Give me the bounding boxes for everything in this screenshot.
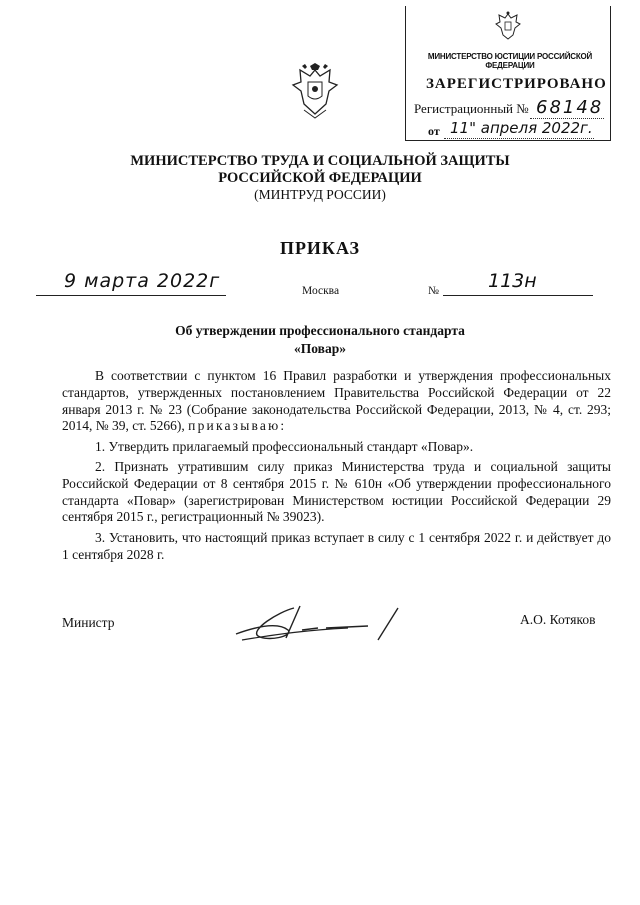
order-word: приказываю: <box>188 418 287 434</box>
signatory-name: А.О. Котяков <box>520 612 596 627</box>
registration-stamp <box>405 6 611 141</box>
handwritten-signature <box>228 600 408 650</box>
stamp-registered: ЗАРЕГИСТРИРОВАНО <box>426 76 607 92</box>
stamp-ministry: МИНИСТЕРСТВО ЮСТИЦИИ РОССИЙСКОЙ ФЕДЕРАЦИИ <box>427 52 593 70</box>
subject-line2: «Повар» <box>294 341 346 356</box>
item-1 <box>62 439 611 456</box>
number-underline <box>443 295 593 296</box>
subject-line1: Об утверждении профессионального стандарта <box>175 323 465 338</box>
stamp-reg-label: Регистрационный № <box>414 101 529 116</box>
number-sign: № <box>428 285 439 297</box>
ministry-short-name: (МИНТРУД РОССИИ) <box>254 187 386 202</box>
document-type: ПРИКАЗ <box>279 238 361 258</box>
state-emblem-icon <box>290 62 340 120</box>
ministry-title-line1: МИНИСТЕРСТВО ТРУДА И СОЦИАЛЬНОЙ ЗАЩИТЫ <box>130 153 510 169</box>
item-3-text: 3. Установить, что настоящий приказ вступает в силу с 1 сентября 2022 г. и действует до 1 сентября 2028 г. <box>62 530 611 562</box>
date-underline <box>36 295 226 296</box>
item-2 <box>62 459 611 526</box>
city: Москва <box>302 285 340 297</box>
signatory-position: Министр <box>62 615 115 630</box>
order-number: 113н <box>488 270 537 292</box>
stamp-reg-number: 68148 <box>536 97 604 118</box>
stamp-date: 11" апреля 2022г. <box>450 119 593 137</box>
item-3 <box>62 530 611 564</box>
item-2-text: 2. Признать утратившим силу приказ Министерства труда и социальной защиты Российской Федерации от 8 сентября 2015 г. № 610н «Об утверждении профессионального стандарта «Повар» (зарегистрирован Министерством юстиции Российской Федерации 29 сентября 2015 г., регистрационный № 39023). <box>62 459 611 525</box>
preamble-paragraph <box>62 368 611 435</box>
order-date: 9 марта 2022г <box>64 270 221 292</box>
stamp-date-line <box>444 138 594 139</box>
eagle-emblem-icon <box>494 10 522 42</box>
ministry-title-line2: РОССИЙСКОЙ ФЕДЕРАЦИИ <box>218 170 422 186</box>
preamble-text: В соответствии с пунктом 16 Правил разработки и утверждения профессиональных стандартов, утвержденных постановлением Правительства Российской Федерации от 22 января 2013 г. № 23 (Собрание законодательства Российской Федерации, 2013, № 4, ст. 293; 2014, № 39, ст. 5266), <box>62 368 611 434</box>
stamp-date-prefix: от <box>428 124 440 138</box>
item-1-text: 1. Утвердить прилагаемый профессиональный стандарт «Повар». <box>95 439 474 454</box>
